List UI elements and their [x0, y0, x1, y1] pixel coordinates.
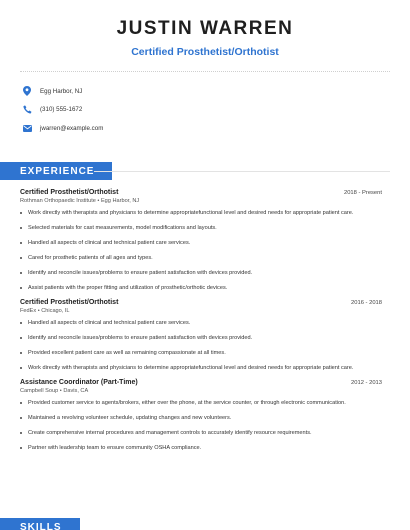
candidate-title: Certified Prosthetist/Orthotist: [131, 46, 279, 58]
job-bullet: Create comprehensive internal procedures and management controls to accurately identify resource requirements.: [20, 429, 382, 437]
job-location: Davis, CA: [63, 388, 89, 394]
job-company: FedEx: [20, 308, 37, 314]
job-bullet: Work directly with therapists and physicians to determine appropriatefunctional level and desired needs for appropriate patient care.: [20, 364, 382, 372]
job-employer: Campbell Soup • Davis, CA: [20, 388, 89, 394]
job-location: Egg Harbor, NJ: [100, 198, 140, 204]
job-bullet: Identify and reconcile issues/problems to ensure patient satisfaction with devices provided.: [20, 269, 382, 277]
candidate-name: JUSTIN WARREN: [116, 18, 294, 39]
job-bullet: Work directly with therapists and physicians to determine appropriatefunctional level and desired needs for appropriate patient care.: [20, 209, 382, 217]
phone-icon: [22, 105, 32, 115]
job-dates: 2016 - 2018: [351, 300, 382, 306]
contact-phone: [22, 101, 410, 120]
job-bullet: Partner with leadership team to ensure community OSHA compliance.: [20, 444, 382, 452]
job-company: Rothman Orthopaedic Institute: [20, 198, 96, 204]
job-bullet: Selected materials for cast measurements, model modifications and layouts.: [20, 224, 382, 232]
resume-header: [0, 0, 410, 58]
contact-email[interactable]: [22, 119, 410, 138]
contact-list: [22, 82, 410, 138]
skills-heading: SKILLS: [0, 518, 80, 530]
contact-location-text: Egg Harbor, NJ: [40, 87, 83, 95]
contact-location: [22, 82, 410, 101]
job-bullet: Maintained a revolving volunteer schedule, updating changes and new volunteers.: [20, 414, 382, 422]
job-bullet: Assist patients with the proper fitting and utilization of prosthetic/orthotic devices.: [20, 284, 382, 292]
job-bullet: Cared for prosthetic patients of all ages and types.: [20, 254, 382, 262]
job-bullet: Identify and reconcile issues/problems to ensure patient satisfaction with devices provided.: [20, 334, 382, 342]
job-bullet: Handled all aspects of clinical and technical patient care services.: [20, 239, 382, 247]
job-company: Campbell Soup: [20, 388, 59, 394]
experience-list: [20, 189, 382, 459]
contact-email-text: jwarren@example.com: [40, 124, 104, 132]
contact-phone-text: (310) 555-1672: [40, 106, 83, 114]
job-employer: FedEx • Chicago, IL: [20, 308, 70, 314]
job-bullet: Handled all aspects of clinical and technical patient care services.: [20, 319, 382, 327]
job-entry: [20, 189, 382, 292]
job-entry: [20, 379, 382, 452]
header-divider: [20, 71, 390, 72]
job-dates: 2012 - 2013: [351, 380, 382, 386]
job-bullet: Provided excellent patient care as well as remaining compassionate at all times.: [20, 349, 382, 357]
job-employer: Rothman Orthopaedic Institute • Egg Harbor, NJ: [20, 198, 140, 204]
job-entry: [20, 299, 382, 372]
email-icon: [22, 123, 32, 133]
job-bullet: Provided customer service to agents/brokers, either over the phone, at the service counter, or through electronic communication.: [20, 399, 382, 407]
job-title: Certified Prosthetist/Orthotist: [20, 189, 119, 196]
job-title: Certified Prosthetist/Orthotist: [20, 299, 119, 306]
experience-heading: EXPERIENCE: [0, 162, 112, 180]
job-title: Assistance Coordinator (Part-Time): [20, 379, 138, 386]
job-location: Chicago, IL: [41, 308, 70, 314]
experience-divider: [94, 171, 390, 172]
location-pin-icon: [22, 86, 32, 96]
job-dates: 2018 - Present: [343, 190, 382, 196]
